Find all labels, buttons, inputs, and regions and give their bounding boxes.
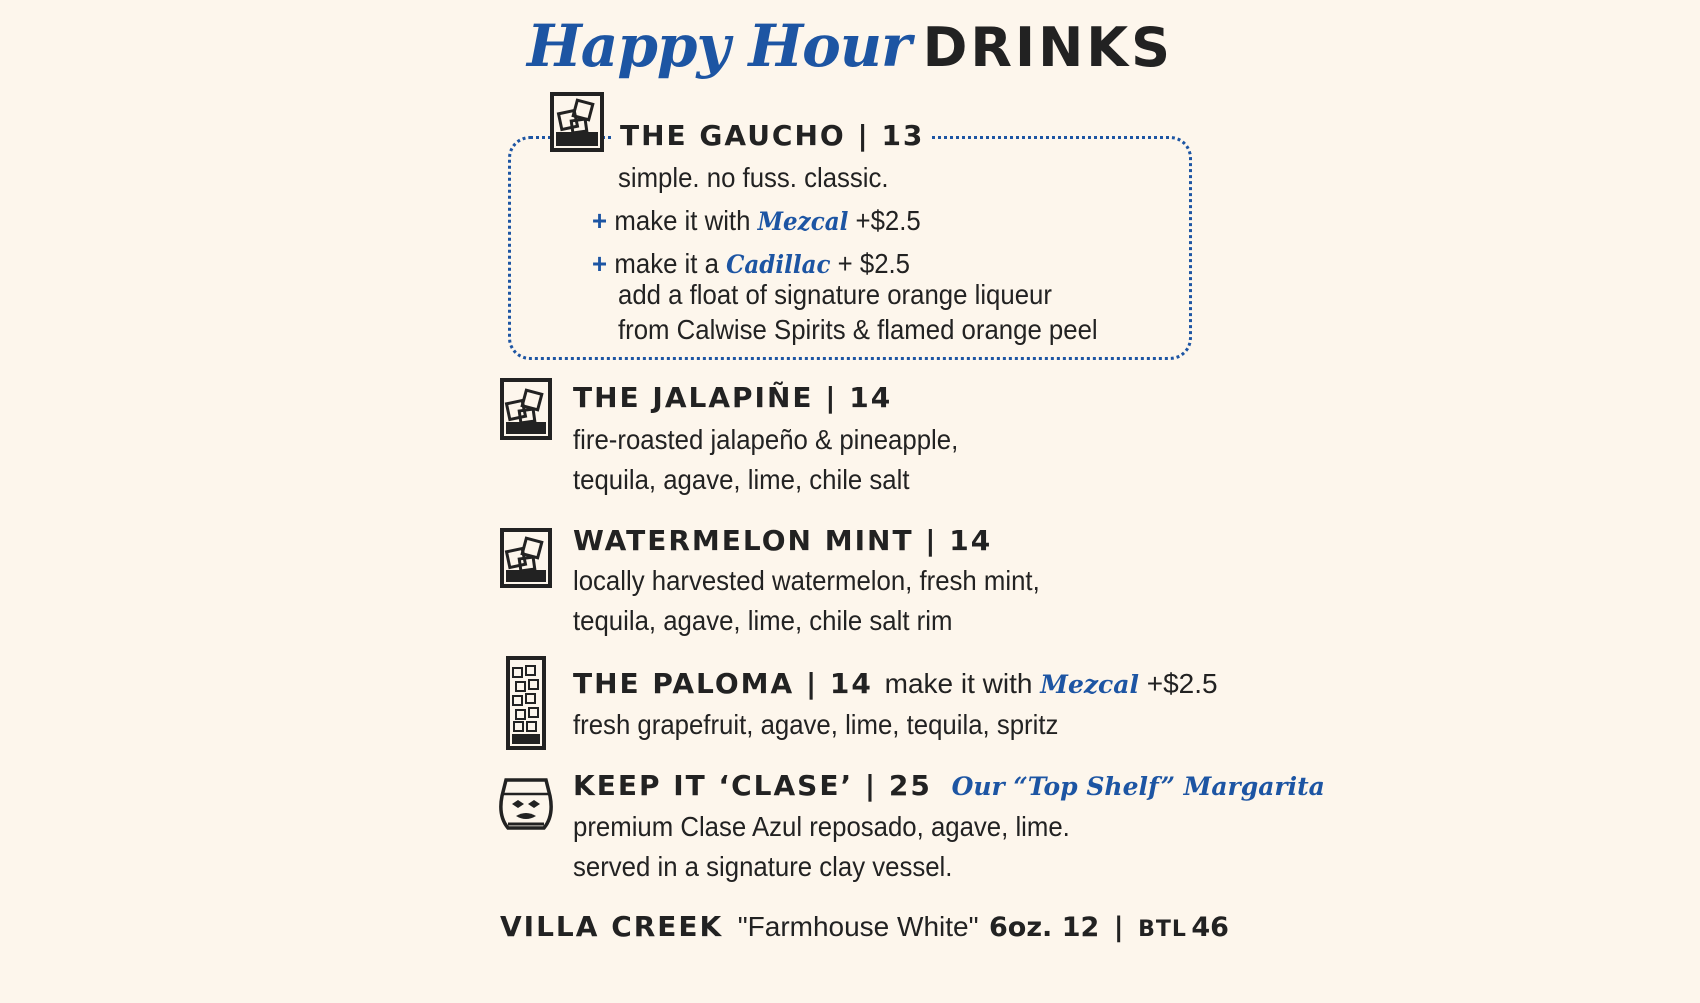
gaucho-option-cadillac: + make it a Cadillac + $2.5 — [592, 248, 911, 279]
highball-glass-icon — [506, 656, 546, 750]
page-title — [0, 12, 1700, 80]
wine-brand: VILLA CREEK — [500, 910, 724, 943]
rocks-glass-icon — [550, 92, 604, 152]
plus-icon: + — [592, 248, 608, 279]
item-keep-it-clase — [573, 768, 1325, 887]
rocks-glass-icon — [500, 528, 552, 588]
wine-name: "Farmhouse White" — [737, 911, 979, 942]
title-script: Happy Hour — [526, 12, 911, 80]
rocks-glass-icon — [500, 378, 552, 440]
item-the-jalapine — [573, 380, 992, 500]
item-description-line: served in a signature clay vessel. — [573, 851, 953, 882]
item-heading: WATERMELON MINT | 14 — [573, 524, 993, 557]
gaucho-option-mezcal: + make it with Mezcal +$2.5 — [592, 205, 921, 236]
item-heading: THE GAUCHO | 13 — [612, 119, 932, 152]
item-the-paloma: THE PALOMA | 14 make it with Mezcal +$2.5 fresh grapefruit, agave, lime, tequila, spritz — [573, 666, 1218, 745]
item-description-line: premium Clase Azul reposado, agave, lime. — [573, 811, 1070, 842]
item-heading: THE PALOMA | 14 — [573, 667, 873, 700]
wine-glass-price: 6oz. 12 — [989, 912, 1100, 943]
bottle-price: 46 — [1191, 912, 1229, 943]
wine-line — [500, 910, 1229, 943]
item-description-line: tequila, agave, lime, chile salt — [573, 464, 910, 495]
cadillac-script: Cadillac — [726, 250, 831, 279]
item-the-gaucho — [612, 118, 932, 154]
item-description: simple. no fuss. classic. — [618, 162, 889, 193]
item-heading: KEEP IT ‘CLASE’ | 25 — [573, 769, 932, 802]
item-heading: THE JALAPIÑE | 14 — [573, 381, 893, 414]
bottle-label: BTL — [1138, 917, 1187, 942]
item-tagline: Our “Top Shelf” Margarita — [951, 772, 1325, 801]
item-description-line: fresh grapefruit, agave, lime, tequila, spritz — [573, 709, 1059, 740]
plus-icon: + — [592, 205, 608, 236]
cadillac-description: add a float of signature orange liqueur from Calwise Spirits & flamed orange peel — [618, 279, 1098, 345]
mezcal-script: Mezcal — [1040, 670, 1139, 699]
item-description-line: fire-roasted jalapeño & pineapple, — [573, 424, 959, 455]
title-block: DRINKS — [922, 16, 1174, 79]
clay-vessel-icon — [498, 776, 554, 832]
item-watermelon-mint — [573, 523, 1080, 641]
item-description-line: tequila, agave, lime, chile salt rim — [573, 605, 953, 636]
price-separator: | — [1113, 912, 1124, 943]
mezcal-script: Mezcal — [757, 207, 849, 236]
gaucho-details — [618, 158, 912, 198]
item-description-line: locally harvested watermelon, fresh mint, — [573, 565, 1040, 596]
